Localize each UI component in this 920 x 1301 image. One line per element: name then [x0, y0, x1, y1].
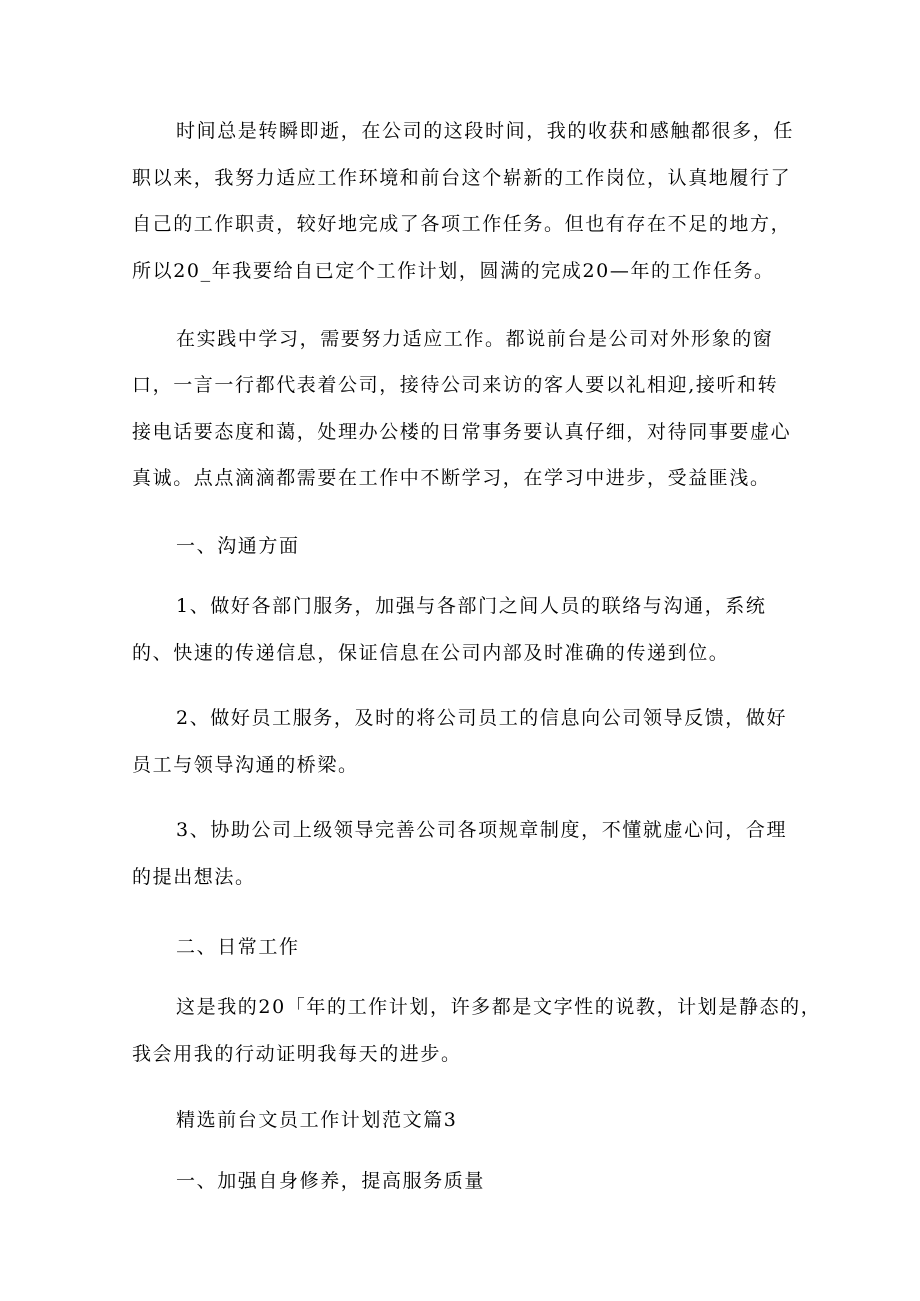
paragraph-2-line-2: 口，一言一行都代表着公司，接待公司来访的客人要以礼相迎,接听和转	[132, 374, 779, 396]
paragraph-2-line-1: 在实践中学习，需要努力适应工作。都说前台是公司对外形象的窗	[176, 328, 774, 350]
paragraph-1-line-1: 时间总是转瞬即逝，在公司的这段时间，我的收获和感触都很多，任	[176, 120, 795, 142]
paragraph-2-line-3: 接电话要态度和蔼，处理办公楼的日常事务要认真仔细，对待同事要虚心	[132, 421, 792, 443]
item-1-line-1: 1、做好各部门服务，加强与各部门之间人员的联络与沟通，系统	[176, 595, 767, 617]
paragraph-1-line-2: 职以来，我努力适应工作环境和前台这个崭新的工作岗位，认真地履行了	[132, 167, 792, 189]
item-3-line-1: 3、协助公司上级领导完善公司各项规章制度，不懂就虚心问，合理	[176, 819, 788, 841]
item-2-line-2: 员工与领导沟通的桥梁。	[132, 754, 359, 776]
closing-paragraph-line-2: 我会用我的行动证明我每天的进步。	[132, 1043, 462, 1065]
closing-paragraph-line-1: 这是我的20「年的工作计划，许多都是文字性的说教，计划是静态的，	[176, 996, 822, 1018]
section-heading-self-improvement: 一、加强自身修养，提高服务质量	[176, 1170, 486, 1192]
paragraph-1-line-4: 所以20_年我要给自已定个工作计划，圆满的完成20—年的工作任务。	[132, 260, 775, 282]
paragraph-2-line-4: 真诚。点点滴滴都需要在工作中不断学习，在学习中进步，受益匪浅。	[132, 467, 771, 489]
item-1-line-2: 的、快速的传递信息，保证信息在公司内部及时准确的传递到位。	[132, 642, 730, 664]
section-heading-daily-work: 二、日常工作	[176, 936, 300, 958]
paragraph-1-line-3: 自己的工作职责，较好地完成了各项工作任务。但也有存在不足的地方，	[132, 213, 792, 235]
item-3-line-2: 的提出想法。	[132, 866, 256, 888]
article-title: 精选前台文员工作计划范文篇3	[176, 1109, 458, 1131]
section-heading-communication: 一、沟通方面	[176, 535, 300, 557]
item-2-line-1: 2、做好员工服务，及时的将公司员工的信息向公司领导反馈，做好	[176, 707, 788, 729]
